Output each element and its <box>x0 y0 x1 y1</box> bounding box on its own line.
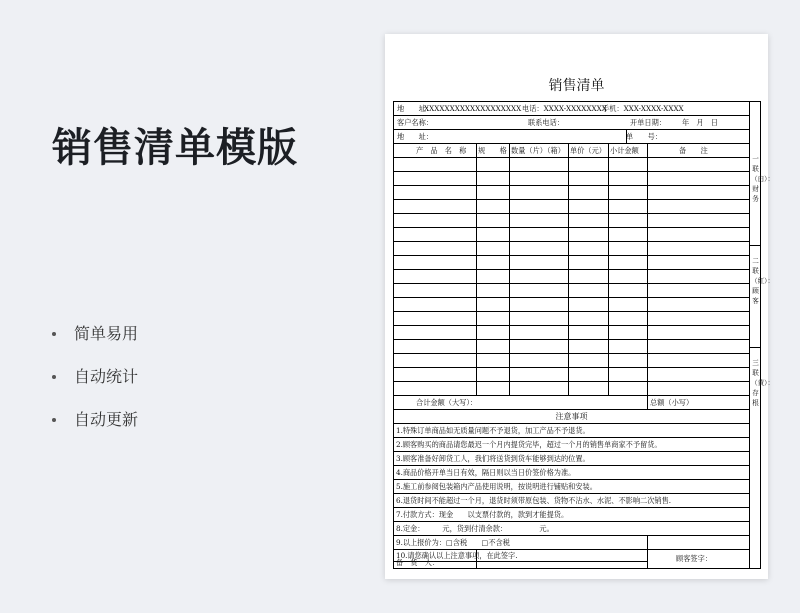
note-row <box>394 424 749 438</box>
table-row <box>394 382 749 396</box>
feature-list <box>52 312 138 441</box>
feature-label: 简单易用 <box>74 323 139 343</box>
note-text: 7.付款方式：现金 以支票付款的，款到才能提货。 <box>396 510 569 519</box>
table-row <box>394 214 749 228</box>
note-row <box>394 536 749 550</box>
document-title: 销售清单 <box>548 78 605 94</box>
column-divider <box>626 130 627 144</box>
table-row <box>394 228 749 242</box>
table-row <box>394 172 749 186</box>
table-header <box>394 144 749 158</box>
table-row <box>394 284 749 298</box>
notes-title: 注意事项 <box>555 412 588 421</box>
customer-sign-label: 顾客签字： <box>676 554 712 563</box>
copy-label: 三联（黄）：存根 <box>751 359 775 407</box>
column-divider <box>647 536 648 569</box>
column-divider <box>608 144 609 396</box>
note-row <box>394 438 749 452</box>
address-label: 地 址： <box>397 104 433 113</box>
feature-item <box>52 398 138 441</box>
column-divider <box>568 144 569 396</box>
note-text: 4.商品价格开单当日有效，隔日则以当日价签价格为准。 <box>396 468 576 477</box>
note-text: 2.顾客购买的商品请您最迟一个月内提货完毕，超过一个月的销售单商家不予留货。 <box>396 440 662 449</box>
contact-phone-label: 联系电话： <box>528 118 564 127</box>
column-header: 备 注 <box>679 146 708 155</box>
note-text: 8.定金： 元，货到付清余款： 元。 <box>396 524 554 533</box>
table-row <box>394 326 749 340</box>
total-row <box>394 396 749 410</box>
total-upper-label: 合计金额（大写）： <box>416 398 478 407</box>
note-row <box>394 466 749 480</box>
customer-row <box>394 116 749 130</box>
note-row <box>394 522 749 536</box>
column-divider <box>476 550 477 569</box>
table-row <box>394 340 749 354</box>
document-preview <box>385 34 775 579</box>
column-header: 单价（元） <box>570 146 606 155</box>
table-row <box>394 368 749 382</box>
copy-label: 一联（白）：财务 <box>751 155 775 203</box>
copy-label: 二联（红）：顾客 <box>751 257 775 305</box>
column-header: 小计金额 <box>610 146 639 155</box>
note-row <box>394 480 749 494</box>
date-label: 开单日期： <box>630 118 666 127</box>
note-text: 6.退货时间不能超过一个月，退货时须带原包装、货物不沾水、水泥、不影响二次销售. <box>396 496 672 505</box>
table-row <box>394 298 749 312</box>
note-row <box>394 452 749 466</box>
copy-segment <box>750 144 775 246</box>
bullet-icon <box>52 418 56 422</box>
customer-label: 客户名称： <box>397 118 433 127</box>
table-row <box>394 312 749 326</box>
page-title: 销售清单模版 <box>52 125 298 171</box>
table-row <box>394 186 749 200</box>
notes-title-row <box>394 410 749 424</box>
total-lower-label: 总额（小写） <box>650 398 694 407</box>
feature-label: 自动更新 <box>74 409 139 429</box>
order-no-label: 单 号： <box>626 132 662 141</box>
date-units: 年 月 日 <box>682 118 718 127</box>
sales-form <box>393 101 775 569</box>
note-row <box>394 494 749 508</box>
column-header: 产 品 名 称 <box>416 146 467 155</box>
feature-item <box>52 312 138 355</box>
column-header: 规 格 <box>478 146 507 155</box>
note-text: 1.特殊订单商品如无质量问题不予退货，加工产品不予退货。 <box>396 426 590 435</box>
bullet-icon <box>52 375 56 379</box>
feature-item <box>52 355 138 398</box>
note-text: 10.请您确认以上注意事项，在此签字. <box>396 551 518 560</box>
preparer-label: 备 货 人： <box>396 558 440 567</box>
address-value: XXXXXXXXXXXXXXXXXXX <box>424 104 522 113</box>
column-divider <box>647 144 648 410</box>
table-row <box>394 270 749 284</box>
column-divider <box>509 144 510 396</box>
table-row <box>394 200 749 214</box>
table-row <box>394 256 749 270</box>
note-text: 9.以上报价为：□含税 □不含税 <box>396 538 510 547</box>
phone-text: 电话：XXXX-XXXXXXXX <box>522 104 607 113</box>
bullet-icon <box>52 332 56 336</box>
copy-strip <box>749 102 775 569</box>
note-text: 3.顾客准备好卸货工人，我们将送货到货车能够到达的位置。 <box>396 454 590 463</box>
column-header: 数量（片）（箱） <box>511 146 565 155</box>
address2-label: 地 址： <box>397 132 433 141</box>
feature-label: 自动统计 <box>74 366 139 386</box>
column-divider <box>476 144 477 396</box>
copy-segment <box>750 246 775 348</box>
address-row <box>394 102 749 116</box>
table-row <box>394 354 749 368</box>
address2-row <box>394 130 749 144</box>
mobile-text: 手机：XXX-XXXX-XXXX <box>602 104 684 113</box>
note-row <box>394 508 749 522</box>
note-text: 5.施工前参阅包装箱内产品使用说明，按说明进行铺贴和安装。 <box>396 482 597 491</box>
table-row <box>394 242 749 256</box>
copy-segment <box>750 348 775 458</box>
table-row <box>394 158 749 172</box>
